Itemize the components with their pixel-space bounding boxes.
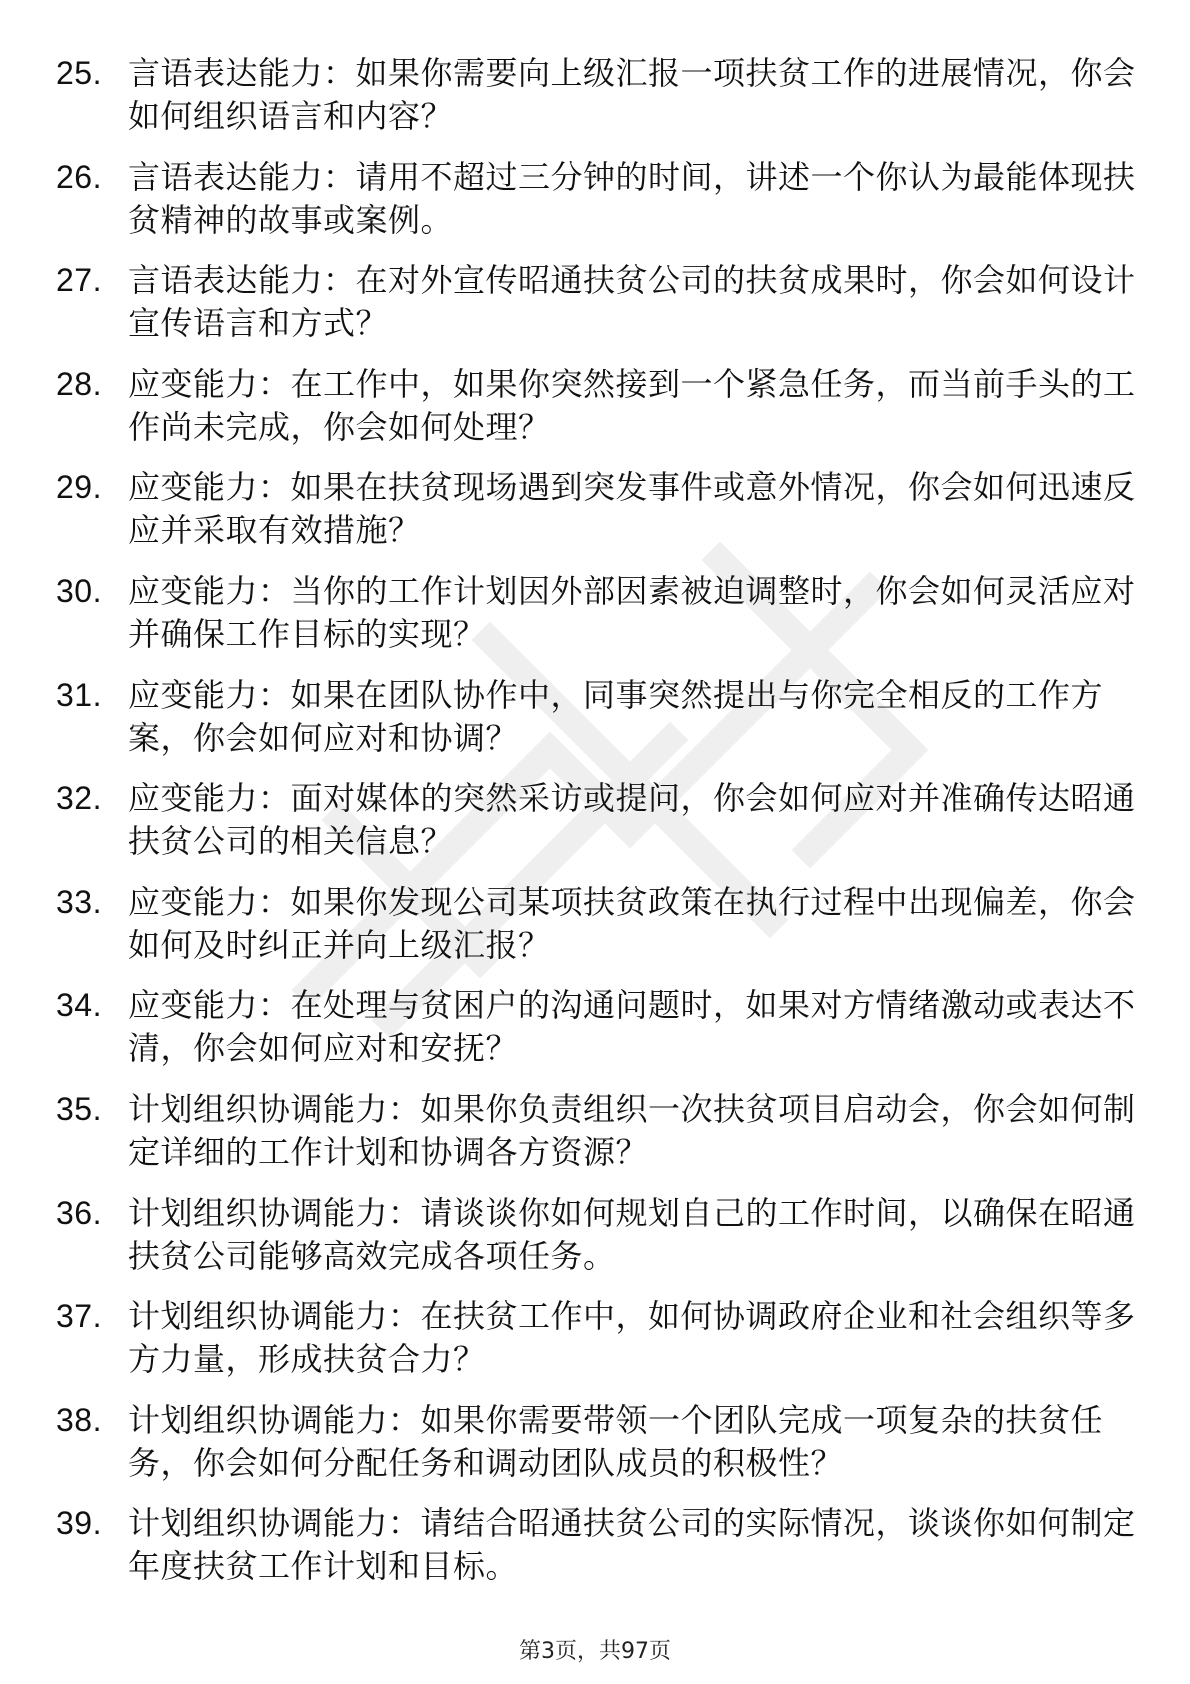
question-text: 计划组织协调能力：请谈谈你如何规划自己的工作时间，以确保在昭通扶贫公司能够高效完成各项任务。 bbox=[128, 1193, 1136, 1275]
question-text: 计划组织协调能力：请结合昭通扶贫公司的实际情况，谈谈你如何制定年度扶贫工作计划和目标。 bbox=[128, 1504, 1136, 1586]
question-text: 应变能力：在处理与贫困户的沟通问题时，如果对方情绪激动或表达不清，你会如何应对和安抚？ bbox=[128, 986, 1136, 1068]
question-text: 言语表达能力：在对外宣传昭通扶贫公司的扶贫成果时，你会如何设计宣传语言和方式？ bbox=[128, 261, 1136, 343]
question-text: 应变能力：如果在扶贫现场遇到突发事件或意外情况，你会如何迅速反应并采取有效措施？ bbox=[128, 468, 1136, 550]
question-item bbox=[56, 52, 1160, 138]
question-text: 言语表达能力：如果你需要向上级汇报一项扶贫工作的进展情况，你会如何组织语言和内容？ bbox=[128, 54, 1136, 135]
question-item bbox=[56, 881, 1160, 967]
question-number: 25. bbox=[56, 55, 102, 91]
question-item bbox=[56, 1502, 1160, 1588]
page-footer bbox=[0, 1634, 1190, 1665]
question-text: 计划组织协调能力：如果你需要带领一个团队完成一项复杂的扶贫任务，你会如何分配任务和调动团队成员的积极性？ bbox=[128, 1400, 1104, 1482]
question-item bbox=[56, 363, 1160, 449]
question-number: 28. bbox=[56, 365, 102, 402]
question-number: 30. bbox=[56, 572, 102, 609]
question-text: 应变能力：如果你发现公司某项扶贫政策在执行过程中出现偏差，你会如何及时纠正并向上级汇报？ bbox=[128, 882, 1136, 964]
question-item bbox=[56, 156, 1160, 242]
question-item bbox=[56, 1192, 1160, 1278]
question-item bbox=[56, 570, 1160, 656]
question-item bbox=[56, 674, 1160, 760]
question-number: 36. bbox=[56, 1194, 102, 1231]
question-list bbox=[56, 52, 1136, 1606]
question-text: 言语表达能力：请用不超过三分钟的时间，讲述一个你认为最能体现扶贫精神的故事或案例。 bbox=[128, 157, 1136, 239]
question-text: 应变能力：当你的工作计划因外部因素被迫调整时，你会如何灵活应对并确保工作目标的实现？ bbox=[128, 571, 1136, 653]
question-item bbox=[56, 984, 1160, 1070]
question-item bbox=[56, 259, 1160, 345]
question-number: 35. bbox=[56, 1090, 102, 1127]
question-text: 应变能力：在工作中，如果你突然接到一个紧急任务，而当前手头的工作尚未完成，你会如何处理？ bbox=[128, 364, 1136, 446]
question-number: 29. bbox=[56, 469, 102, 506]
page-number-label: 第3页，共97页 bbox=[519, 1639, 671, 1664]
question-number: 34. bbox=[56, 987, 102, 1024]
question-number: 26. bbox=[56, 158, 102, 195]
question-text: 计划组织协调能力：在扶贫工作中，如何协调政府企业和社会组织等多方力量，形成扶贫合力？ bbox=[128, 1297, 1136, 1379]
question-text: 计划组织协调能力：如果你负责组织一次扶贫项目启动会，你会如何制定详细的工作计划和协调各方资源？ bbox=[128, 1089, 1136, 1171]
question-number: 31. bbox=[56, 676, 102, 713]
question-text: 应变能力：面对媒体的突然采访或提问，你会如何应对并准确传达昭通扶贫公司的相关信息？ bbox=[128, 779, 1136, 861]
question-number: 33. bbox=[56, 883, 102, 920]
question-number: 32. bbox=[56, 780, 102, 817]
question-number: 38. bbox=[56, 1401, 102, 1438]
question-text: 应变能力：如果在团队协作中，同事突然提出与你完全相反的工作方案，你会如何应对和协调？ bbox=[128, 675, 1104, 757]
question-number: 39. bbox=[56, 1505, 102, 1542]
question-number: 37. bbox=[56, 1298, 102, 1335]
question-item bbox=[56, 777, 1160, 863]
question-item bbox=[56, 1399, 1160, 1485]
question-item bbox=[56, 1088, 1160, 1174]
question-item bbox=[56, 1295, 1160, 1381]
question-item bbox=[56, 466, 1160, 552]
question-number: 27. bbox=[56, 262, 102, 299]
